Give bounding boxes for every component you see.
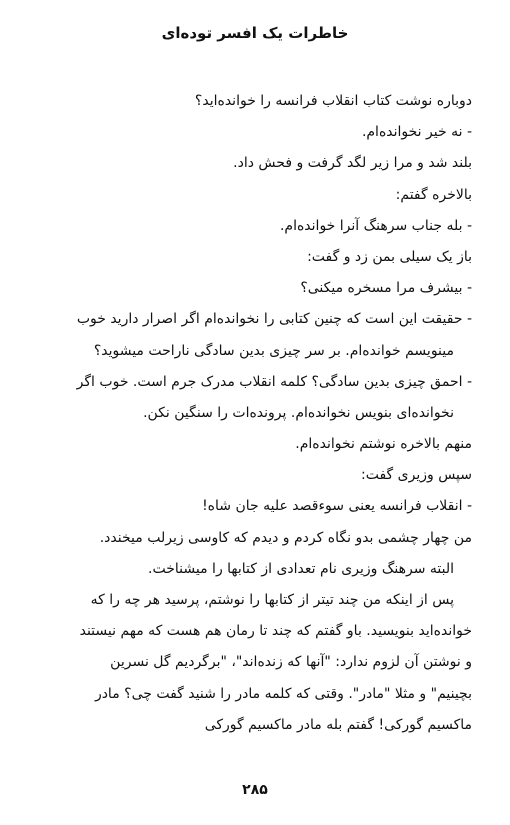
text-line: - بیشرف مرا مسخره میکنی؟ xyxy=(300,280,472,297)
page-header-title: خاطرات یک افسر توده‌ای xyxy=(161,24,349,42)
text-line: خوانده‌اید بنویسید. باو گفتم که چند تا رمان هم هست که مهم نیستند xyxy=(79,623,472,640)
text-line: دوباره نوشت کتاب انقلاب فرانسه را خوانده‌اید؟ xyxy=(194,93,472,109)
text-line: - نه خیر نخوانده‌ام. xyxy=(361,124,472,141)
text-line: بالاخره گفتم: xyxy=(395,186,472,203)
text-line: - احمق چیزی بدین سادگی؟ کلمه انقلاب مدرک جرم است. خوب اگر xyxy=(76,373,472,390)
text-line: بلند شد و مرا زیر لگد گرفت و فحش داد. xyxy=(233,155,472,172)
text-line: البته سرهنگ وزیری نام تعدادی از کتابها را میشناخت. xyxy=(148,560,454,577)
text-line: - انقلاب فرانسه یعنی سوءقصد علیه جان شاه! xyxy=(202,498,472,515)
text-line: بچینیم" و مثلا "مادر". وقتی که کلمه مادر را شنید گفت چی؟ مادر xyxy=(94,685,472,702)
text-line: سپس وزیری گفت: xyxy=(360,467,472,484)
text-line: پس از اینکه من چند تیتر از کتابها را نوشتم، پرسید هر چه را که xyxy=(90,592,454,608)
body-text xyxy=(32,86,472,741)
text-line: من چهار چشمی بدو نگاه کردم و دیدم که کاوسی زیرلب میخندد. xyxy=(99,529,472,546)
text-line: - حقیقت این است که چنین کتابی را نخوانده‌ام اگر اصرار دارید خوب xyxy=(76,311,472,328)
text-line: - بله جناب سرهنگ آنرا خوانده‌ام. xyxy=(279,217,472,234)
text-line: و نوشتن آن لزوم ندارد: "آنها که زنده‌اند"، "برگردیم گل نسرین xyxy=(110,654,472,671)
text-line: باز یک سیلی بمن زد و گفت: xyxy=(307,248,472,265)
page-number: ۲۸۵ xyxy=(242,782,268,798)
text-line: منهم بالاخره نوشتم نخوانده‌ام. xyxy=(295,436,472,453)
text-line: نخوانده‌ای بنویس نخوانده‌ام. پرونده‌ات را سنگین نکن. xyxy=(143,404,454,421)
text-line: مینویسم خوانده‌ام. بر سر چیزی بدین سادگی ناراحت میشوید؟ xyxy=(93,342,454,359)
text-line: ماکسیم گورکی! گفتم بله مادر ماکسیم گورکی xyxy=(204,716,472,733)
